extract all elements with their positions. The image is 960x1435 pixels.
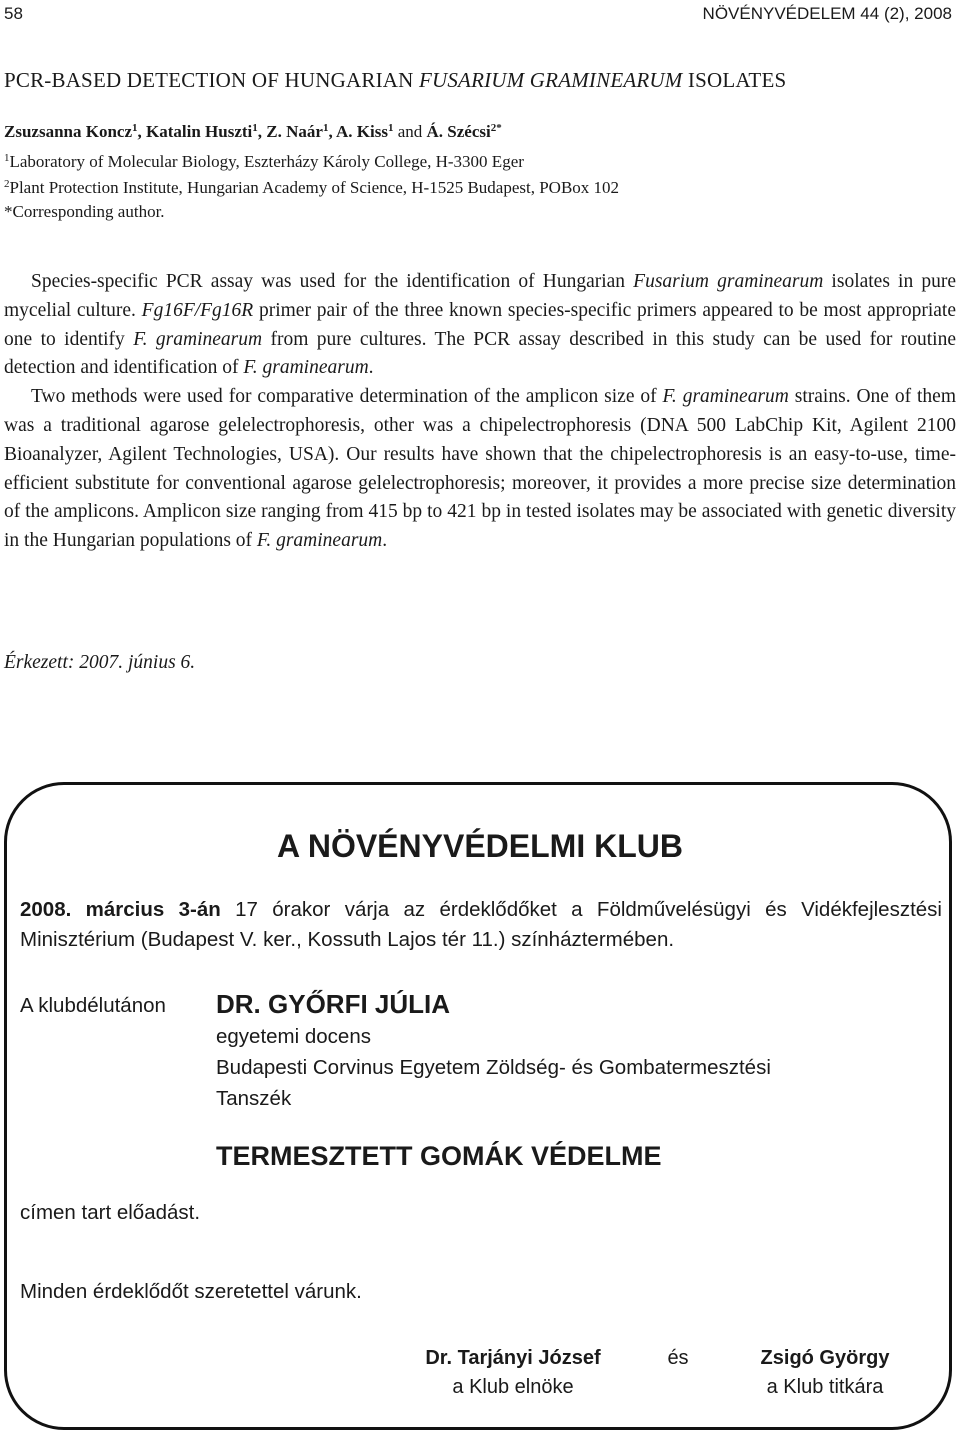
- corresponding-note: *Corresponding author.: [4, 202, 165, 221]
- date-day: március 3-án: [85, 898, 221, 921]
- author-name: Katalin Huszti: [146, 122, 253, 141]
- species-name: F. graminearum: [662, 386, 789, 408]
- title-italic: FUSARIUM GRAMINEARUM: [418, 68, 683, 92]
- abstract-text: Species-specific PCR assay was used for the identification of Hungarian: [31, 271, 634, 292]
- page-number: 58: [4, 4, 23, 23]
- author-name: Z. Naár: [266, 122, 323, 141]
- intro-text: 17 órakor várja az érdeklődőket a Földművelésügyi és Vidékfejlesztési Minisztérium (Budapest V. ker., Kossuth Lajos tér 11.) színháztermében.: [20, 898, 942, 951]
- signature-1-name: [400, 1347, 626, 1370]
- species-name: Fusarium graminearum: [633, 271, 824, 292]
- journal-header: NÖVÉNYVÉDELEM 44 (2), 2008: [702, 4, 952, 23]
- affiliation-1: [4, 152, 524, 172]
- affiliation-text: Plant Protection Institute, Hungarian Academy of Science, H-1525 Budapest, POBox 102: [9, 178, 620, 197]
- speaker-affiliation-line-2: Tanszék: [216, 1087, 292, 1110]
- species-name: F. graminearum: [243, 357, 369, 379]
- club-title: A NÖVÉNYVÉDELMI KLUB: [277, 828, 683, 864]
- signature-2-name-text: Zsigó György: [760, 1347, 890, 1369]
- signature-1-role: a Klub elnöke: [452, 1376, 574, 1398]
- species-name: F. graminearum: [256, 530, 383, 552]
- authors-and: and: [397, 122, 423, 141]
- title-prefix: PCR-BASED DETECTION OF HUNGARIAN: [4, 68, 419, 92]
- signature-2-name: [740, 1347, 910, 1370]
- author-name: Zsuzsanna Koncz: [4, 122, 132, 141]
- speaker-name: DR. GYŐRFI JÚLIA: [216, 989, 451, 1019]
- abstract-text: Two methods were used for comparative determination of the amplicon size of: [31, 386, 663, 408]
- affiliation-text: Laboratory of Molecular Biology, Eszterházy Károly College, H-3300 Eger: [9, 152, 524, 171]
- abstract: [4, 268, 956, 556]
- signature-1-name-text: Dr. Tarjányi József: [425, 1347, 601, 1369]
- abstract-text: .: [382, 530, 388, 552]
- lecture-topic: TERMESZTETT GOMÁK VÉDELME: [216, 1141, 662, 1171]
- date-year: 2008.: [20, 898, 72, 921]
- author-sup: 1: [132, 122, 138, 134]
- author-sep: ,: [137, 122, 146, 141]
- author-sup: 1: [322, 122, 329, 134]
- author-list: [4, 122, 502, 142]
- lecture-topic-suffix: címen tart előadást.: [20, 1201, 201, 1224]
- affiliation-sup: 1: [4, 152, 10, 164]
- abstract-text: strains. One of them was a traditional agarose gelelectrophoresis, other was a chipelectrophoresis (DNA 500 LabChip Kit, Agilent 2100 Bioanalyzer, Agilent Technologies, USA). Our results have shown that the chipelectrophoresis is an easy-to-use, time-efficient substitute for conventional agarose gelelectrophoresis; moreover, it provides a more precise size determination of the amplicons. Amplicon size ranging from 415 bp to 421 bp in tested isolates may be associated with genetic diversity in the Hungarian populations of: [4, 386, 956, 552]
- primer-name: Fg16F/Fg16R: [141, 299, 254, 321]
- speaker-affiliation-line-1: Budapesti Corvinus Egyetem Zöldség- és Gombatermesztési: [216, 1056, 771, 1079]
- speaker-title: egyetemi docens: [216, 1025, 371, 1048]
- article-title: [4, 68, 786, 93]
- received-date: Érkezett: 2007. június 6.: [4, 652, 196, 673]
- title-suffix: ISOLATES: [682, 68, 787, 92]
- author-sep: ,: [328, 122, 336, 141]
- author-sep: ,: [257, 122, 267, 141]
- species-name: F. graminearum: [133, 328, 263, 350]
- author-sup: 1: [387, 122, 394, 134]
- abstract-text: isolates in pure mycelial culture.: [4, 271, 956, 321]
- author-name: Á. Szécsi: [426, 122, 491, 141]
- abstract-text: .: [368, 357, 374, 379]
- author-sup: 2*: [490, 122, 502, 134]
- author-name: A. Kiss: [336, 122, 388, 141]
- signature-2-role: a Klub titkára: [766, 1376, 884, 1398]
- author-sup: 1: [252, 122, 258, 134]
- affiliation-2: [4, 178, 619, 198]
- abstract-text: primer pair of the three known species-specific primers appeared to be most appropriate one to identify: [4, 299, 956, 350]
- abstract-paragraph-1: [4, 268, 956, 383]
- club-announcement-box: [4, 782, 952, 1430]
- abstract-text: from pure cultures. The PCR assay described in this study can be used for routine detection and identification of: [4, 328, 956, 379]
- closing-line: Minden érdeklődőt szeretettel várunk.: [20, 1280, 362, 1303]
- lecture-label: A klubdélutánon: [20, 994, 166, 1017]
- club-intro: [20, 895, 942, 955]
- abstract-paragraph-2: [4, 383, 956, 556]
- affiliation-sup: 2: [4, 178, 10, 190]
- signature-and: és: [667, 1347, 689, 1369]
